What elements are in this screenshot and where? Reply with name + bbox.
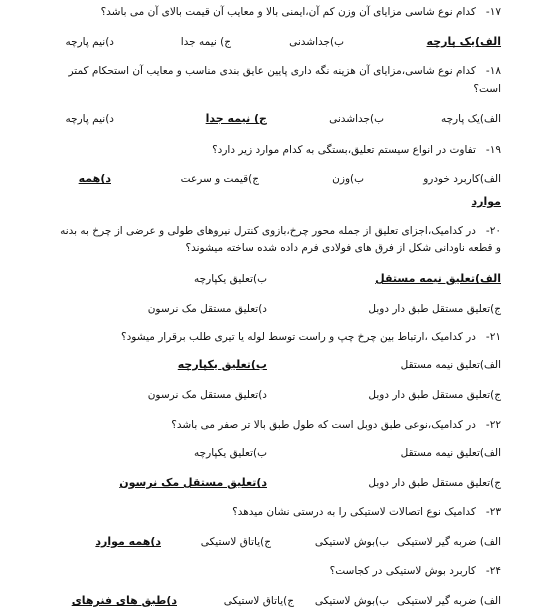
question-18-cont: است؟ xyxy=(473,83,501,95)
question-number: ۱۹- xyxy=(485,144,501,156)
q19-option-d-cont: موارد xyxy=(471,195,501,208)
q21-option-c: ج)تعلیق مستقل طبق دار دوبل xyxy=(368,389,501,401)
q24-option-a: الف) ضربه گیر لاستیکی xyxy=(397,595,501,607)
q24-option-b: ب)بوش لاستیکی xyxy=(314,595,389,607)
q21-option-d: د)تعلیق مستقل مک نرسون xyxy=(147,389,267,401)
q18-option-d: د)نیم پارچه xyxy=(65,113,114,125)
q24-option-d: د)طبق های فنرهای xyxy=(71,594,177,607)
question-21 xyxy=(121,330,501,344)
question-number: ۲۳- xyxy=(485,506,501,518)
question-20 xyxy=(60,224,501,238)
q23-option-b: ب)بوش لاستیکی xyxy=(314,536,389,548)
q22-option-a: الف)تعلیق نیمه مستقل xyxy=(400,447,501,459)
question-number: ۲۰- xyxy=(485,225,501,237)
q17-option-a: الف)یک پارچه xyxy=(426,35,501,48)
q19-option-a: الف)کاربرد خودرو xyxy=(423,173,501,185)
question-number: ۲۱- xyxy=(485,331,501,343)
question-23 xyxy=(232,505,501,519)
q17-option-c: ج) نیمه جدا xyxy=(180,36,231,48)
question-number: ۱۷- xyxy=(485,6,501,18)
question-text: در کدامیک،اجزای تعلیق از جمله محور چرخ،بازوی کنترل نیروهای طولی و عرضی از چرخ به بدنه xyxy=(60,225,476,237)
q17-option-d: د)نیم پارچه xyxy=(65,36,114,48)
question-text: کدام نوع شاسی،مزایای آن هزینه نگه داری پایین عایق بندی مناسب و معایب آن استحکام کمتر xyxy=(68,65,476,77)
question-19 xyxy=(212,143,501,157)
question-text: تفاوت در انواع سیستم تعلیق،بستگی به کدام موارد زیر دارد؟ xyxy=(212,144,476,156)
q19-option-b: ب)وزن xyxy=(332,173,364,185)
q22-option-b: ب)تعلیق یکپارچه xyxy=(194,447,267,459)
q23-option-a: الف) ضربه گیر لاستیکی xyxy=(397,536,501,548)
question-number: ۲۴- xyxy=(485,565,501,577)
question-text: کدام نوع شاسی مزایای آن وزن کم آن،ایمنی بالا و معایب آن قیمت بالای آن می باشد؟ xyxy=(100,6,476,18)
question-17 xyxy=(101,5,501,19)
q20-option-c: ج)تعلیق مستقل طبق دار دوبل xyxy=(368,303,501,315)
q19-option-c: ج)قیمت و سرعت xyxy=(180,173,259,185)
q22-option-d: د)تعلیق مستقل مک نرسون xyxy=(119,476,267,489)
question-number: ۱۸- xyxy=(485,65,501,77)
question-22 xyxy=(171,418,501,432)
q18-option-a: الف)یک پارچه xyxy=(440,113,501,125)
question-18 xyxy=(68,64,501,78)
question-text: کدامیک نوع اتصالات لاستیکی را به درستی نشان میدهد؟ xyxy=(232,506,476,518)
q19-option-d: د)همه xyxy=(78,172,111,185)
q18-option-c: ج) نیمه جدا xyxy=(205,112,267,125)
q17-option-b: ب)جداشدنی xyxy=(289,36,344,48)
q24-option-c: ج)یاتاق لاستیکی xyxy=(223,595,294,607)
question-text: در کدامیک ،ارتباط بین چرخ چپ و راست توسط لوله یا تیری طلب برقرار میشود؟ xyxy=(121,331,476,343)
question-20-cont: و قطعه ناودانی شکل از فرق های فولادی فرم داده شده ساخته میشوند؟ xyxy=(185,242,501,254)
q20-option-d: د)تعلیق مستقل مک نرسون xyxy=(147,303,267,315)
q22-option-c: ج)تعلیق مستقل طبق دار دوبل xyxy=(368,477,501,489)
question-text: کاربرد بوش لاستیکی در کجاست؟ xyxy=(329,565,476,577)
question-24 xyxy=(330,564,501,578)
q20-option-a: الف)تعلیق نیمه مستقل xyxy=(375,272,501,285)
question-number: ۲۲- xyxy=(485,419,501,431)
q20-option-b: ب)تعلیق یکپارچه xyxy=(194,273,267,285)
q21-option-a: الف)تعلیق نیمه مستقل xyxy=(400,359,501,371)
q18-option-b: ب)جداشدنی xyxy=(329,113,384,125)
q21-option-b: ب)تعلیق یکپارچه xyxy=(177,358,267,371)
q23-option-c: ج)یاتاق لاستیکی xyxy=(200,536,271,548)
q23-option-d: د)همه موارد xyxy=(95,535,161,548)
question-text: در کدامیک،نوعی طبق دوبل است که طول طبق بالا تر صفر می باشد؟ xyxy=(171,419,476,431)
